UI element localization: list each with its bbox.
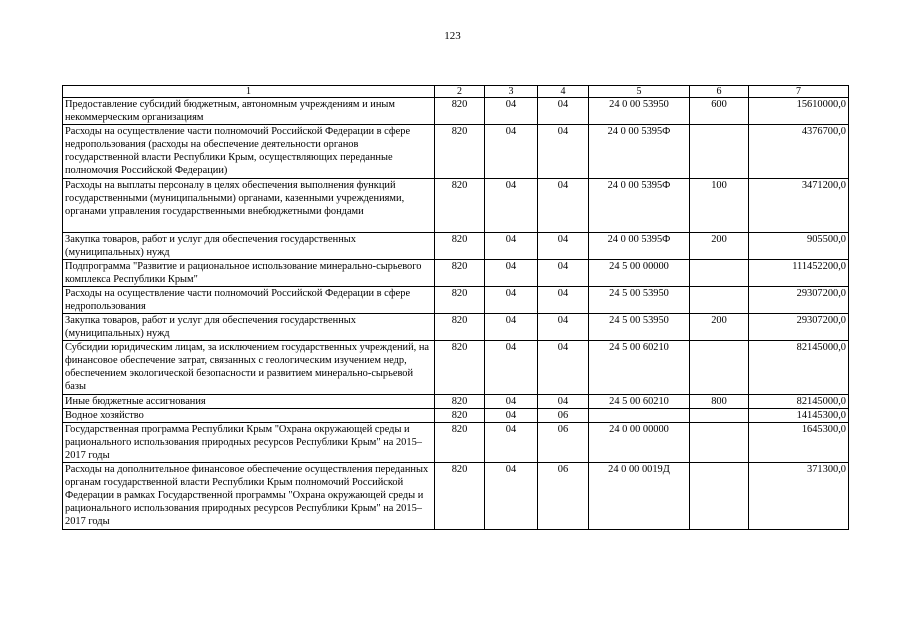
table-row: [63, 98, 849, 125]
table-row: [63, 423, 849, 463]
row-pr: 06: [538, 409, 589, 423]
row-rz: 04: [485, 260, 538, 287]
row-grbs: 820: [435, 98, 485, 125]
header-cell: 7: [749, 86, 849, 98]
row-csr: 24 0 00 5395Ф: [589, 233, 690, 260]
row-rz: 04: [485, 395, 538, 409]
row-grbs: 820: [435, 423, 485, 463]
row-pr: 04: [538, 233, 589, 260]
row-vr: [690, 463, 749, 530]
row-name: Закупка товаров, работ и услуг для обеспечения государственных (муниципальных) нужд: [63, 233, 435, 260]
row-pr: 04: [538, 395, 589, 409]
row-rz: 04: [485, 287, 538, 314]
row-vr: [690, 287, 749, 314]
row-amount: 29307200,0: [749, 314, 849, 341]
row-name: Субсидии юридическим лицам, за исключением государственных учреждений, на финансовое обеспечение затрат, связанных с геологическим изучением недр, обеспечением экологической безопасности и развитием минерально-сырьевой базы: [63, 341, 435, 395]
table-row: [63, 179, 849, 233]
row-pr: 06: [538, 423, 589, 463]
row-rz: 04: [485, 341, 538, 395]
row-csr: [589, 409, 690, 423]
row-pr: 04: [538, 341, 589, 395]
row-name: Водное хозяйство: [63, 409, 435, 423]
row-csr: 24 5 00 60210: [589, 341, 690, 395]
row-name: Предоставление субсидий бюджетным, автономным учреждениям и иным некоммерческим организациям: [63, 98, 435, 125]
row-grbs: 820: [435, 233, 485, 260]
row-pr: 04: [538, 314, 589, 341]
header-cell: 5: [589, 86, 690, 98]
row-vr: 200: [690, 314, 749, 341]
row-rz: 04: [485, 314, 538, 341]
row-amount: 82145000,0: [749, 395, 849, 409]
row-csr: 24 0 00 5395Ф: [589, 179, 690, 233]
row-amount: 111452200,0: [749, 260, 849, 287]
row-amount: 4376700,0: [749, 125, 849, 179]
table-row: [63, 463, 849, 530]
row-vr: 200: [690, 233, 749, 260]
table-row: [63, 409, 849, 423]
row-grbs: 820: [435, 395, 485, 409]
row-amount: 14145300,0: [749, 409, 849, 423]
row-pr: 04: [538, 179, 589, 233]
table-row: [63, 314, 849, 341]
row-pr: 04: [538, 98, 589, 125]
row-csr: 24 5 00 00000: [589, 260, 690, 287]
row-rz: 04: [485, 179, 538, 233]
row-name: Расходы на осуществление части полномочий Российской Федерации в сфере недропользования (расходы на обеспечение деятельности органов государственной власти Республики Крым, осуществляющих переданные полномочия Российской Федерации): [63, 125, 435, 179]
row-vr: [690, 423, 749, 463]
row-pr: 04: [538, 125, 589, 179]
row-name: Государственная программа Республики Крым "Охрана окружающей среды и рационального использования природных ресурсов Республики Крым" на 2015–2017 годы: [63, 423, 435, 463]
row-name: Подпрограмма "Развитие и рациональное использование минерально-сырьевого комплекса Республики Крым": [63, 260, 435, 287]
table-row: [63, 395, 849, 409]
row-csr: 24 0 00 53950: [589, 98, 690, 125]
row-grbs: 820: [435, 260, 485, 287]
row-amount: 3471200,0: [749, 179, 849, 233]
row-rz: 04: [485, 463, 538, 530]
row-pr: 04: [538, 260, 589, 287]
table-row: [63, 287, 849, 314]
header-cell: 2: [435, 86, 485, 98]
row-amount: 82145000,0: [749, 341, 849, 395]
row-grbs: 820: [435, 409, 485, 423]
row-amount: 371300,0: [749, 463, 849, 530]
row-amount: 29307200,0: [749, 287, 849, 314]
row-amount: 15610000,0: [749, 98, 849, 125]
header-cell: 1: [63, 86, 435, 98]
header-row: [63, 86, 849, 98]
page-number: 123: [444, 30, 461, 42]
row-csr: 24 5 00 53950: [589, 287, 690, 314]
row-name: Расходы на выплаты персоналу в целях обеспечения выполнения функций государственными (муниципальными) органами, казенными учреждениями, органами управления государственными внебюджетными фондами: [63, 179, 435, 233]
row-name: Закупка товаров, работ и услуг для обеспечения государственных (муниципальных) нужд: [63, 314, 435, 341]
budget-table: [62, 85, 849, 530]
row-rz: 04: [485, 125, 538, 179]
row-csr: 24 5 00 60210: [589, 395, 690, 409]
row-pr: 06: [538, 463, 589, 530]
row-vr: 100: [690, 179, 749, 233]
row-vr: 600: [690, 98, 749, 125]
header-cell: 3: [485, 86, 538, 98]
row-grbs: 820: [435, 287, 485, 314]
header-cell: 4: [538, 86, 589, 98]
row-csr: 24 0 00 0019Д: [589, 463, 690, 530]
row-rz: 04: [485, 423, 538, 463]
row-name: Расходы на осуществление части полномочий Российской Федерации в сфере недропользования: [63, 287, 435, 314]
row-rz: 04: [485, 233, 538, 260]
row-csr: 24 0 00 00000: [589, 423, 690, 463]
row-csr: 24 0 00 5395Ф: [589, 125, 690, 179]
row-vr: [690, 341, 749, 395]
table-row: [63, 260, 849, 287]
row-name: Иные бюджетные ассигнования: [63, 395, 435, 409]
row-grbs: 820: [435, 314, 485, 341]
row-rz: 04: [485, 98, 538, 125]
row-rz: 04: [485, 409, 538, 423]
table-row: [63, 341, 849, 395]
row-grbs: 820: [435, 463, 485, 530]
row-amount: 1645300,0: [749, 423, 849, 463]
row-grbs: 820: [435, 125, 485, 179]
row-grbs: 820: [435, 341, 485, 395]
row-csr: 24 5 00 53950: [589, 314, 690, 341]
row-grbs: 820: [435, 179, 485, 233]
row-vr: [690, 125, 749, 179]
row-pr: 04: [538, 287, 589, 314]
table-row: [63, 233, 849, 260]
row-name: Расходы на дополнительное финансовое обеспечение осуществления переданных органам государственной власти Республики Крым полномочий Российской Федерации в рамках Государственной программы "Охрана окружающей среды и рационального использования природных ресурсов Республики Крым" на 2015–2017 годы: [63, 463, 435, 530]
row-vr: 800: [690, 395, 749, 409]
row-vr: [690, 409, 749, 423]
row-vr: [690, 260, 749, 287]
row-amount: 905500,0: [749, 233, 849, 260]
table-row: [63, 125, 849, 179]
header-cell: 6: [690, 86, 749, 98]
